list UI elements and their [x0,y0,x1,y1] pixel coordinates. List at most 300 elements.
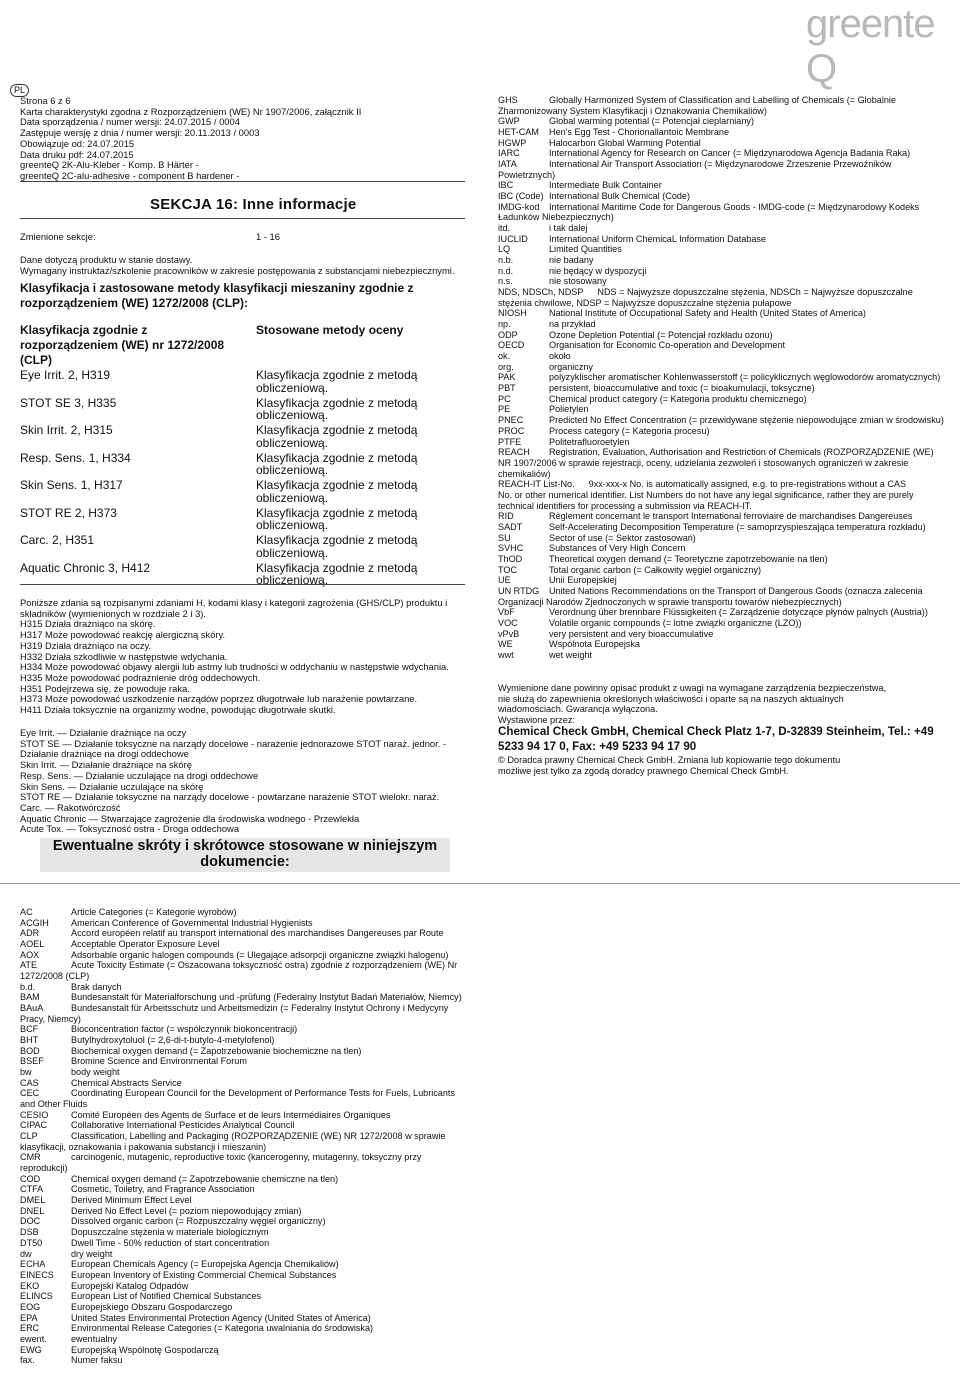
copyright-line: © Doradca prawny Chemical Check GmbH. Zmiana lub kopiowanie tego dokumentu [498,755,841,765]
abbreviation-term: COD [20,1173,41,1184]
abbreviation-term: DT50 [20,1237,43,1248]
abbreviation-definition: chemikaliów) [498,468,551,479]
header-divider [20,181,465,182]
abbreviation-row [20,1281,472,1292]
abbreviation-row [20,1184,472,1195]
greenteq-logo [806,2,960,92]
abbreviation-definition: Theoretical oxygen demand (= Teoretyczne zapotrzebowanie na tlen) [549,553,828,564]
abbreviation-definition: International Agency for Research on Cancer (= Międzynarodowa Agencja Badania Raka) [549,148,911,159]
abbreviation-definition: Bundesanstalt für Materialforschung und -prüfung (Federalny Instytut Badań Materiałów, Niemcy) [71,992,462,1003]
abbreviation-term: ewent. [20,1333,47,1344]
abbreviation-term: BHT [20,1035,39,1046]
table-divider [20,584,465,585]
abbreviation-row [498,394,950,405]
abbreviation-row [498,565,950,576]
abbreviation-row [498,244,950,255]
abbreviation-row [20,1259,472,1270]
copyright [498,755,950,776]
abbreviation-definition: nie będący w dyspozycji [549,265,647,276]
definition-line: Acute Tox. — Toksyczność ostra - Droga oddechowa [20,823,240,835]
abbreviation-definition: Europejską Wspólnotę Gospodarczą [71,1344,219,1355]
abbreviation-row [498,266,950,277]
abbreviation-definition: Collaborative International Pesticides Analytical Council [71,1120,295,1131]
definition-line: Resp. Sens. — Działanie uczulające na drogi oddechowe [20,769,259,781]
abbreviation-definition: Organisation for Economic Co-operation and Development [549,340,786,351]
abbreviation-term: PTFE [498,436,522,447]
abbreviation-definition: wet weight [549,649,592,660]
abbreviation-term: b.d. [20,981,36,992]
issuer-contact: Chemical Check GmbH, Chemical Check Platz 1-7, D-32839 Steinheim, Tel.: +49 5233 94 17 0, Fax: +49 5233 94 17 90 [498,725,934,753]
abbreviation-definition: stężenia chwilowe, NDSP = Najwyższe dopuszczalne stężenia pułapowe [498,297,792,308]
header-line: greenteQ 2C-alu-adhesive - component B hardener - [20,169,240,181]
h-line: H373 Może powodować uszkodzenie narządów poprzez długotrwałe lub narażenie powtarzane. [20,693,418,705]
abbreviation-row [20,1355,472,1366]
abbreviation-definition: European List of Notified Chemical Substances [71,1291,262,1302]
abbreviation-definition: technical identifiers for processing a submission via REACH-IT. [498,500,752,511]
page-divider [0,883,960,884]
abbreviation-definition: nie badany [549,255,594,266]
issued-by-label: Wystawione przez: [498,715,576,726]
table-row [20,534,470,562]
abbreviation-definition: Adsorbable organic halogen compounds (= Ulegające adsorpcji organiczne związki halogenu) [71,949,449,960]
abbreviation-definition: Chemical Abstracts Service [71,1077,182,1088]
note-line: Wymagany instruktaż/szkolenie pracowników w zakresie postępowania z substancjami niebezpiecznymi. [20,264,455,276]
header-line: Data sporządzenia / numer wersji: 24.07.2015 / 0004 [20,116,240,128]
abbreviation-definition: na przykład [549,319,596,330]
abbreviation-term: ODP [498,329,518,340]
abbreviation-row [498,276,950,287]
classification-cell: Skin Irrit. 2, H315 [20,423,113,437]
abbreviation-row [498,180,950,191]
abbreviation-definition: American Conference of Governmental Industrial Hygienists [71,917,313,928]
abbreviation-row [498,426,950,437]
abbreviation-definition: Brak danych [71,981,122,992]
abbreviation-term: EPA [20,1312,38,1323]
abbreviation-list-bottom [20,907,472,1366]
abbreviation-term: ok. [498,351,511,362]
abbreviation-definition: Self-Accelerating Decomposition Temperature (= samoprzyspieszająca temperatura rozkładu) [549,521,926,532]
abbreviation-row [498,170,950,181]
definition-line: Eye Irrit. — Działanie drażniące na oczy [20,727,187,738]
abbreviation-term: SU [498,532,511,543]
classification-heading: Klasyfikacja i zastosowane metody klasyfikacji mieszaniny zgodnie z rozporządzeniem (WE) 1272/2008 (CLP): [20,281,414,310]
abbreviation-definition: około [549,351,571,362]
method-cell: Klasyfikacja zgodnie z metodą obliczeniową. [256,505,418,533]
abbreviation-definition: International Bulk Chemical (Code) [549,191,691,202]
table-row [20,397,470,425]
abbreviation-definition: United Nations Recommendations on the Transport of Dangerous Goods (oznacza zalecenia [549,585,923,596]
classification-definitions [20,728,470,835]
h-line: H319 Działa drażniąco na oczy. [20,639,152,651]
abbreviation-term: BCF [20,1024,39,1035]
classification-table [20,323,470,589]
abbreviation-definition: Coordinating European Council for the Development of Performance Tests for Fuels, Lubricants [71,1088,455,1099]
abbreviation-row [498,287,950,298]
definition-line: Carc. — Rakotwórczość [20,801,121,813]
abbreviation-row [498,191,950,202]
classification-cell: Carc. 2, H351 [20,533,95,547]
disclaimer-line: Wymienione dane powinny opisać produkt z uwagi na wymagane zarządzenia bezpieczeństwa, [498,683,887,693]
abbreviation-definition: Comité Européen des Agents de Surface et de leurs Intermédiaires Organiques [71,1109,391,1120]
abbreviation-row [498,586,950,597]
table-row [20,479,470,507]
method-cell: Klasyfikacja zgodnie z metodą obliczeniową. [256,423,418,450]
abbreviation-definition: Article Categories (= Kategorie wyrobów) [71,907,237,917]
header-line: Strona 6 z 6 [20,95,71,106]
abbreviation-definition: European Inventory of Existing Commercial Chemical Substances [71,1269,337,1280]
abbreviation-term: EKO [20,1280,40,1291]
abbreviation-row [498,127,950,138]
abbreviation-definition: very persistent and very bioaccumulative [549,628,714,639]
abbreviation-term: CESIO [20,1109,49,1120]
abbreviation-row [20,1345,472,1356]
abbreviation-term: ADR [20,928,40,939]
abbreviation-row [20,1003,472,1014]
abbreviation-definition: Zharmonizowany System Klasyfikacji i Oznakowania Chemikaliów) [498,105,767,116]
abbreviation-definition: NDS = Najwyższe dopuszczalne stężenia, NDSCh = Najwyższe dopuszczalne [597,287,913,298]
abbreviation-term: ACGIH [20,917,49,928]
abbreviation-term: IATA [498,159,517,170]
abbreviation-definition: Numer faksu [71,1355,123,1366]
abbreviation-row [20,1014,472,1025]
abbreviation-term: PAK [498,372,516,383]
h-line: składników (wymienionych w rozdziale 2 i 3). [20,607,207,619]
abbreviation-definition: Ozone Depletion Potential (= Potencjał rozkładu ozonu) [549,329,773,340]
column-header-method: Stosowane metody oceny [256,323,404,337]
abbreviation-term: CIPAC [20,1120,48,1131]
abbreviation-definition: National Institute of Occupational Safety and Health (United States of America) [549,308,866,319]
abbreviation-term: PBT [498,383,516,394]
abbreviation-term: CAS [20,1077,39,1088]
disclaimer-line: nie służą do zapewnienia określonych właściwości i oparte są na naszych aktualnych [498,693,844,704]
table-header [20,323,470,368]
abbreviation-definition: and Other Fluids [20,1099,88,1110]
abbreviation-row [20,1249,472,1260]
abbreviation-term: bw [20,1067,32,1078]
abbreviation-definition: Intermediate Bulk Container [549,180,662,191]
abbreviation-term: VbF [498,607,515,618]
abbreviation-term: BAM [20,992,40,1003]
abbreviation-row [20,960,472,971]
abbreviation-row [498,607,950,618]
h-line: H335 Może powodować podrażnienie dróg oddechowych. [20,671,261,683]
abbreviation-definition: Globally Harmonized System of Classification and Labelling of Chemicals (= Globalnie [549,95,896,105]
abbreviation-term: NDS, NDSCh, NDSP [498,287,584,298]
abbreviation-row [20,1291,472,1302]
abbreviation-row [498,159,950,170]
abbreviation-definition: persistent, bioaccumulative and toxic (= bioakumulacji, toksyczne) [549,383,815,394]
abbreviation-row [20,1110,472,1121]
abbreviation-definition: i tak dalej [549,223,588,234]
abbreviation-term: OECD [498,340,525,351]
abbreviation-definition: Chemical product category (= Kategoria produktu chemicznego) [549,393,807,404]
note-line: Dane dotyczą produktu w stanie dostawy. [20,254,193,265]
abbreviation-row [498,618,950,629]
abbreviation-term: n.s. [498,276,513,287]
method-cell: Klasyfikacja zgodnie z metodą obliczeniową. [256,368,418,395]
abbreviation-term: dw [20,1248,32,1259]
abbreviation-row [498,319,950,330]
abbreviation-term: CLP [20,1131,38,1142]
abbreviation-row [20,1152,472,1163]
method-cell: Klasyfikacja zgodnie z metodą obliczeniową. [256,395,418,423]
abbreviation-row [498,362,950,373]
abbreviation-row [20,1088,472,1099]
abbreviation-term: REACH-IT List-No. [498,479,575,490]
section-title: SEKCJA 16: Inne informacje [150,196,357,213]
abbreviation-definition: Verordnung über brennbare Flüssigkeiten (= Zarządzenie dotyczące płynów palnych (Austria)) [549,607,928,618]
abbreviation-row [498,404,950,415]
abbreviation-term: itd. [498,223,511,234]
abbreviation-term: ATE [20,960,38,971]
disclaimer [498,683,950,726]
classification-cell: Eye Irrit. 2, H319 [20,368,111,382]
abbreviation-row [20,1174,472,1185]
abbreviation-definition: Politetrafluoroetylen [549,436,630,447]
definition-line: Aquatic Chronic — Stwarzające zagrożenie dla środowiska wodnego - Przewlekła [20,812,360,824]
header-line: greenteQ 2K-Alu-Kleber - Komp. B Härter - [20,159,199,171]
abbreviation-definition: Volatile organic compounds (= lotne związki organiczne (LZO)) [549,617,802,628]
classification-cell: Resp. Sens. 1, H334 [20,450,131,465]
abbreviation-term: RID [498,511,514,522]
abbreviations-heading: Ewentualne skróty i skrótowce stosowane w niniejszym dokumencie: [40,838,450,872]
abbreviation-row [20,1120,472,1131]
abbreviation-definition: Classification, Labelling and Packaging (ROZPORZĄDZENIE (WE) NR 1272/2008 w sprawie [71,1131,446,1142]
table-row [20,452,470,480]
abbreviation-term: IBC [498,180,514,191]
table-row [20,507,470,535]
abbreviation-row [498,490,950,501]
abbreviation-row [498,554,950,565]
abbreviation-term: WE [498,639,513,650]
changed-sections-label: Zmienione sekcje: [20,231,96,242]
abbreviation-definition: Pracy, Niemcy) [20,1013,81,1024]
abbreviation-definition: Hen's Egg Test - Chorionallantoic Membrane [549,127,729,138]
abbreviation-term: DSB [20,1227,39,1238]
abbreviation-term: PNEC [498,415,524,426]
header-line: Data druku pdf: 24.07.2015 [20,148,134,160]
changed-sections-value: 1 - 16 [256,231,280,242]
header-line: Zastępuje wersję z dnia / numer wersji: 20.11.2013 / 0003 [20,127,260,139]
abbreviation-definition: International Uniform ChemicaL Information Database [549,233,767,244]
abbreviation-row [498,511,950,522]
abbreviation-definition: Dissolved organic carbon (= Rozpuszczalny węgiel organiczny) [71,1216,326,1227]
definition-line: Skin Irrit. — Działanie drażniące na skórę [20,759,192,771]
abbreviation-definition: Powietrznych) [498,169,556,180]
abbreviation-definition: Process category (= Kategoria procesu) [549,425,710,436]
abbreviation-term: np. [498,319,511,330]
abbreviation-term: wwt [498,649,514,660]
abbreviation-row [20,1270,472,1281]
abbreviation-term: DNEL [20,1205,45,1216]
abbreviation-definition: Polietylen [549,404,589,415]
abbreviation-definition: Bundesanstalt für Arbeitsschutz und Arbeitsmedizin (= Federalny Instytut Ochrony i Medycyny [71,1003,449,1014]
abbreviation-definition: International Air Transport Association (= Międzynarodowe Zrzeszenie Przewoźników [549,159,892,170]
logo-q-mark: Q [806,47,837,91]
abbreviation-definition: United States Environmental Protection Agency (United States of America) [71,1312,371,1323]
abbreviation-row [498,447,950,458]
abbreviation-definition: Europejski Katalog Odpadów [71,1280,189,1291]
abbreviation-definition: Cosmetic, Toiletry, and Fragrance Association [71,1184,255,1195]
abbreviation-row [498,533,950,544]
abbreviation-definition: Predicted No Effect Concentration (= przewidywane stężenie niepowodujące zmian w środowisku) [549,415,944,426]
abbreviation-term: CTFA [20,1184,44,1195]
abbreviation-row [20,1334,472,1345]
abbreviation-definition: Dopuszczalne stężenia w materiale biologicznym [71,1227,269,1238]
classification-cell: STOT RE 2, H373 [20,505,117,520]
abbreviation-definition: Ładunków Niebezpiecznych) [498,212,614,223]
definition-line: STOT SE — Działanie toksyczne na narządy docelowe - narażenie jednorazowe STOT naraż. jednor. - [20,737,447,749]
abbreviation-row [20,939,472,950]
abbreviation-term: n.b. [498,255,514,266]
abbreviation-row [20,1035,472,1046]
abbreviation-definition: dry weight [71,1248,113,1259]
abbreviation-term: PC [498,393,511,404]
abbreviation-row [498,340,950,351]
abbreviation-term: EWG [20,1344,42,1355]
abbreviation-row [20,1099,472,1110]
abbreviation-row [20,1323,472,1334]
abbreviation-term: BSEF [20,1056,44,1067]
abbreviation-term: IUCLID [498,233,528,244]
abbreviation-definition: reprodukcji) [20,1163,68,1174]
abbreviation-definition: Europejskiego Obszaru Gospodarczego [71,1301,233,1312]
abbreviation-list-right [498,95,950,661]
table-row [20,369,470,397]
abbreviation-row [20,1131,472,1142]
abbreviation-row [498,234,950,245]
abbreviation-row [498,469,950,480]
abbreviation-definition: No. or other numerical identifier. List Numbers do not have any legal significance, rather they are purely [498,489,914,500]
abbreviation-row [498,255,950,266]
abbreviation-row [20,992,472,1003]
abbreviation-row [498,383,950,394]
abbreviation-term: n.d. [498,265,514,276]
abbreviation-row [20,1227,472,1238]
abbreviation-definition: Chemical oxygen demand (= Zapotrzebowanie chemiczne na tlen) [71,1173,339,1184]
abbreviation-term: ECHA [20,1259,46,1270]
abbreviation-term: BOD [20,1045,40,1056]
abbreviation-row [20,1067,472,1078]
abbreviation-term: GHS [498,95,518,105]
abbreviation-definition: Halocarbon Global Warming Potential [549,137,701,148]
abbreviation-row [498,308,950,319]
abbreviation-row [20,971,472,982]
abbreviation-definition: Sector of use (= Sektor zastosowań) [549,532,696,543]
abbreviation-row [20,1313,472,1324]
abbreviation-row [20,1195,472,1206]
abbreviation-row [20,907,472,918]
document-header [20,96,470,182]
abbreviation-row [498,522,950,533]
abbreviation-row [498,351,950,362]
abbreviation-row [20,982,472,993]
h-line: H315 Działa drażniąco na skórę. [20,618,156,630]
method-cell: Klasyfikacja zgodnie z metodą obliczeniową. [256,478,418,505]
language-badge: PL [10,84,29,97]
abbreviation-definition: NR 1907/2006 w sprawie rejestracji, oceny, udzielania zezwoleń i stosowanych ograniczeń w zakresie [498,457,909,468]
abbreviation-row [20,1238,472,1249]
abbreviation-row [20,918,472,929]
abbreviation-definition: Butylhydroxytoluol (= 2,6-di-t-butylo-4-metylofenol) [71,1035,275,1046]
abbreviation-term: ELINCS [20,1291,53,1302]
abbreviation-row [20,1216,472,1227]
abbreviation-definition: Derived No Effect Level (= poziom niepowodujący zmian) [71,1205,302,1216]
abbreviation-row [20,950,472,961]
h-statements [20,598,470,716]
classification-cell: Aquatic Chronic 3, H412 [20,560,151,575]
abbreviation-definition: Environmental Release Categories (= Kategoria uwalniania do środowiska) [71,1323,374,1334]
table-row [20,424,470,452]
abbreviation-definition: Wspólnota Europejska [549,639,640,650]
abbreviation-definition: Organizacji Narodów Zjednoczonych w sprawie transportu towarów niebezpiecznych) [498,596,842,607]
h-line: H332 Działa szkodliwie w następstwie wdychania. [20,650,228,662]
abbreviation-definition: nie stosowany [549,276,607,287]
abbreviation-row [498,95,950,106]
abbreviation-row [498,639,950,650]
abbreviation-row [498,415,950,426]
abbreviation-row [20,928,472,939]
abbreviation-row [20,1078,472,1089]
abbreviation-row [20,1302,472,1313]
abbreviation-term: SVHC [498,543,524,554]
abbreviation-definition: Dwell Time - 50% reduction of start concentration [71,1237,270,1248]
abbreviation-definition: Bioconcentration factor (= współczynnik biokoncentracji) [71,1024,298,1035]
h-line: H334 Może powodować objawy alergii lub astmy lub trudności w oddychaniu w następstwie wdychania. [20,661,449,673]
abbreviation-term: HET-CAM [498,127,539,138]
h-line: Poniższe zdania są rozpisanymi zdaniami H, kodami klasy i kategorii zagrożenia (GHS/CLP) produktu i [20,597,448,608]
abbreviation-definition: ewentualny [71,1333,118,1344]
abbreviation-definition: Total organic carbon (= Całkowity węgiel organiczny) [549,564,762,575]
abbreviation-term: AOEL [20,939,45,950]
abbreviation-row [498,501,950,512]
abbreviation-definition: klasyfikacji, oznakowania i pakowania substancji i mieszanin) [20,1141,267,1152]
abbreviation-row [498,597,950,608]
abbreviation-row [498,437,950,448]
abbreviation-row [498,629,950,640]
method-cell: Klasyfikacja zgodnie z metodą obliczeniową. [256,560,418,588]
abbreviation-row [20,1206,472,1217]
abbreviation-term: EOG [20,1301,41,1312]
abbreviation-definition: European Chemicals Agency (= Europejska Agencja Chemikaliów) [71,1259,339,1270]
abbreviation-term: ERC [20,1323,40,1334]
abbreviation-term: IARC [498,148,520,159]
abbreviation-definition: International Maritime Code for Dangerous Goods - IMDG-code (= Międzynarodowy Kodeks [549,201,920,212]
abbreviation-term: IMDG-kod [498,201,540,212]
abbreviation-term: TOC [498,564,518,575]
abbreviation-definition: organiczny [549,361,593,372]
method-cell: Klasyfikacja zgodnie z metodą obliczeniową. [256,533,418,560]
abbreviation-row [498,116,950,127]
abbreviation-definition: Derived Minimum Effect Level [71,1195,192,1206]
abbreviation-row [498,138,950,149]
definition-line: Skin Sens. — Działanie uczulające na skórę [20,780,204,792]
abbreviation-term: VOC [498,617,518,628]
abbreviation-row [498,148,950,159]
header-line: Karta charakterystyki zgodna z Rozporządzeniem (WE) Nr 1907/2006, załącznik II [20,105,362,117]
abbreviation-definition: Accord européen relatif au transport international des marchandises Dangereuses par Route [71,928,444,939]
abbreviation-row [498,330,950,341]
h-line: H411 Działa toksycznie na organizmy wodne, powodując długotrwałe skutki. [20,704,336,716]
abbreviation-row [20,1142,472,1153]
abbreviation-term: GWP [498,116,520,127]
abbreviation-row [20,1163,472,1174]
abbreviation-definition: Acceptable Operator Exposure Level [71,939,220,950]
abbreviation-term: BAuA [20,1003,44,1014]
abbreviation-term: fax. [20,1355,35,1366]
abbreviation-term: IBC (Code) [498,191,544,202]
classification-cell: Skin Sens. 1, H317 [20,478,123,492]
